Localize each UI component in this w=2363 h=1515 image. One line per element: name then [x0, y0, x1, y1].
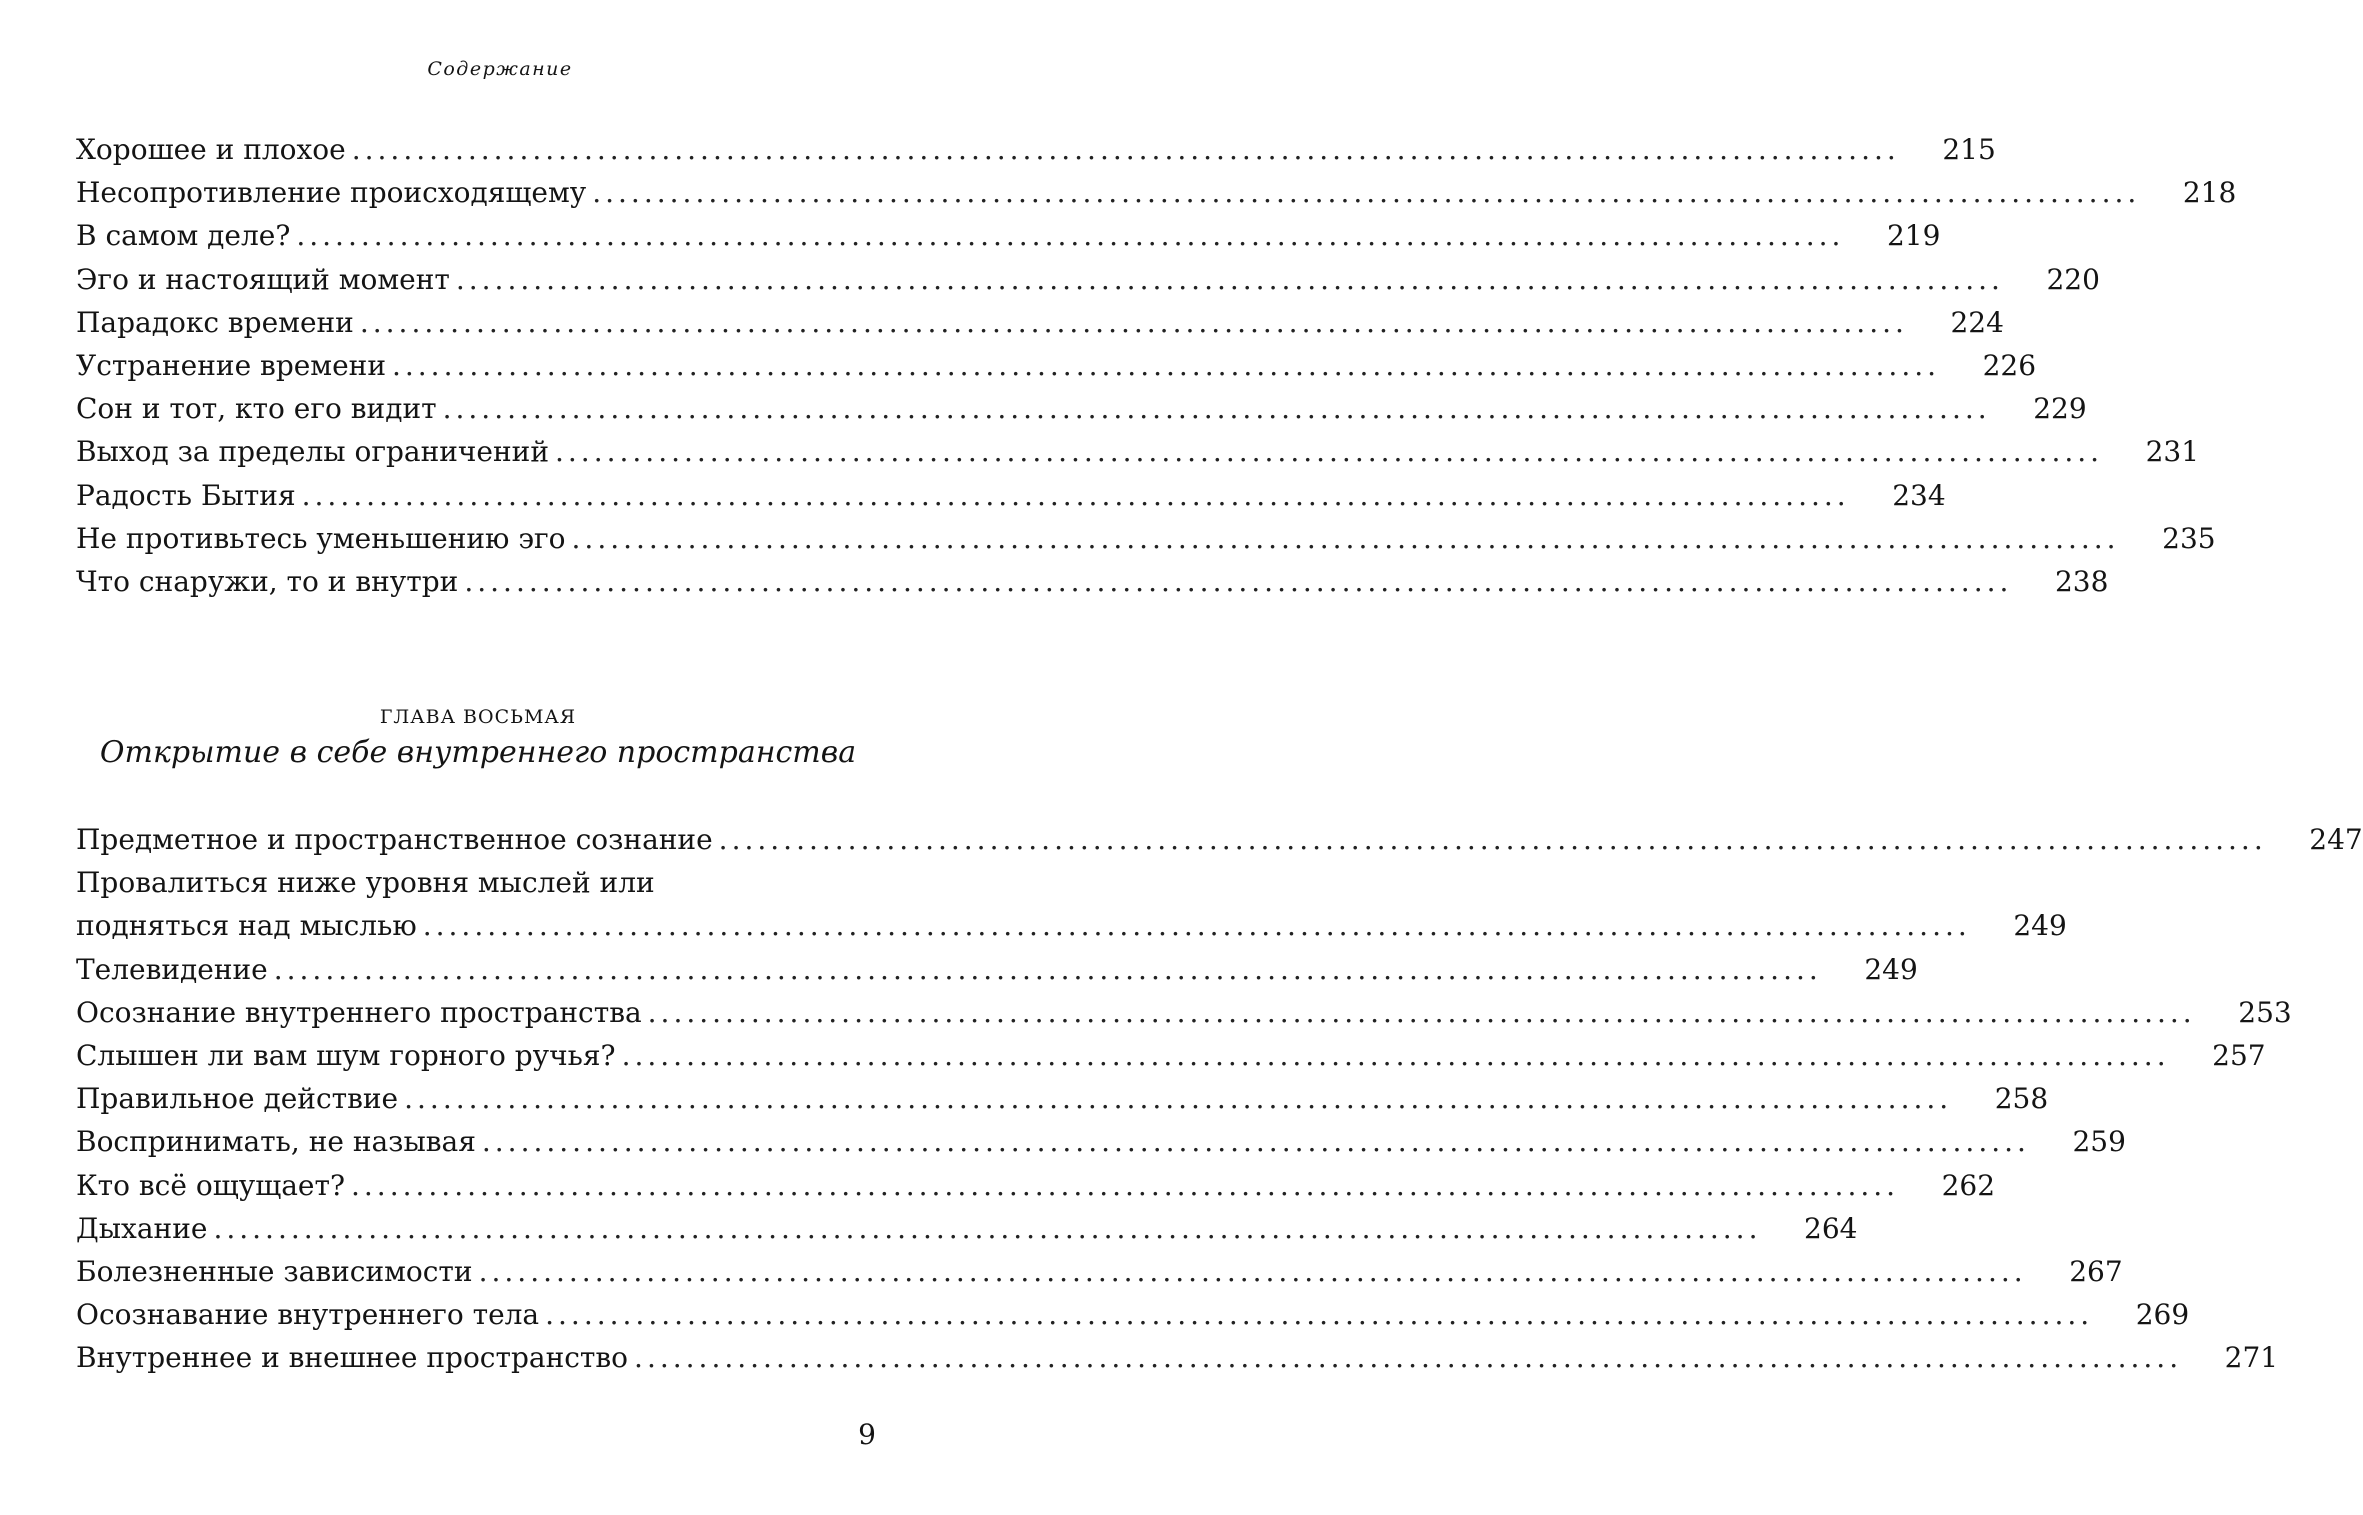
- toc-entry-title: Слышен ли вам шум горного ручья?: [76, 1038, 616, 1072]
- toc-entry-page: 249: [1864, 952, 1918, 986]
- toc-entry-page: 215: [1942, 133, 1996, 166]
- toc-entry: [76, 171, 2237, 214]
- toc-entry-page: 235: [2162, 521, 2216, 555]
- toc-entry-title: Осознавание внутреннего тела: [76, 1298, 540, 1332]
- toc-entry-title: Что снаружи, то и внутри: [76, 564, 459, 598]
- toc-entry: [76, 387, 2087, 430]
- chapter-label: ГЛАВА ВОСЬМАЯ: [379, 706, 577, 728]
- toc-entry-title: Выход за пределы ограничений: [76, 435, 549, 469]
- toc-entry-page: 247: [2309, 823, 2363, 856]
- toc-entry: [76, 1207, 1858, 1250]
- dot-leader: ........................................................................................................................: [359, 305, 1908, 339]
- toc-entry-page: 264: [1804, 1211, 1858, 1245]
- dot-leader: ........................................................................................................................: [404, 1082, 1953, 1116]
- toc-entry-title: Сон и тот, кто его видит: [76, 392, 437, 426]
- toc-entry-title: подняться над мыслью: [76, 909, 417, 943]
- toc-entry-title: Парадокс времени: [76, 305, 354, 339]
- toc-entry-title: Дыхание: [76, 1211, 208, 1245]
- toc-entry: [76, 430, 2200, 473]
- toc-entry-page: 259: [2072, 1125, 2126, 1159]
- toc-entry: [76, 991, 2292, 1034]
- toc-entry: [76, 344, 2037, 387]
- toc-entry-page: 219: [1886, 219, 1941, 253]
- toc-entry-title: Болезненные зависимости: [76, 1254, 473, 1288]
- dot-leader: ........................................................................................................................: [634, 1341, 2183, 1375]
- toc-entry-page: 271: [2224, 1341, 2279, 1375]
- toc-entry-title: Воспринимать, не называя: [76, 1125, 476, 1159]
- toc-entry: [76, 1120, 2126, 1163]
- toc-entry: [76, 1034, 2266, 1077]
- toc-entry-title: Телевидение: [76, 952, 268, 986]
- toc-entry-page: 234: [1892, 478, 1946, 512]
- toc-entry: [76, 1293, 2190, 1336]
- toc-entry-page: 231: [2145, 435, 2200, 469]
- dot-leader: ........................................................................................................................: [442, 392, 1991, 426]
- toc-entry-title: Правильное действие: [76, 1082, 399, 1116]
- dot-leader: ........................................................................................................................: [351, 133, 1900, 166]
- toc-entry-page: 269: [2135, 1298, 2190, 1332]
- toc-entry-title: Несопротивление происходящему: [76, 176, 587, 210]
- dot-leader: ........................................................................................................................: [592, 176, 2141, 210]
- toc-entry-title: Предметное и пространственное сознание: [76, 823, 713, 856]
- dot-leader: ........................................................................................................................: [478, 1254, 2027, 1288]
- page-number: 9: [858, 1418, 876, 1451]
- toc-entry-page: 224: [1950, 305, 2004, 339]
- dot-leader: ........................................................................................................................: [213, 1211, 1762, 1245]
- toc-entry-page: 253: [2238, 995, 2292, 1029]
- toc-entry-page: 267: [2069, 1254, 2123, 1288]
- toc-entry: [76, 128, 1996, 171]
- dot-leader: ........................................................................................................................: [481, 1125, 2030, 1159]
- dot-leader: ........................................................................................................................: [351, 1168, 1900, 1202]
- dot-leader: ........................................................................................................................: [718, 823, 2267, 856]
- dot-leader: ........................................................................................................................: [422, 909, 1971, 943]
- toc-entry-title: В самом деле?: [76, 219, 291, 253]
- toc-entry: [76, 948, 1918, 991]
- toc-entry-title: Внутреннее и внешнее пространство: [76, 1341, 629, 1375]
- toc-entry: [76, 861, 876, 904]
- toc-entry-page: 226: [1982, 348, 2037, 382]
- toc-entry-title: Хорошее и плохое: [76, 133, 346, 166]
- toc-entry: [76, 904, 2067, 947]
- dot-leader: ........................................................................................................................: [464, 564, 2013, 598]
- toc-entry-page: 257: [2212, 1038, 2266, 1072]
- dot-leader: ........................................................................................................................: [555, 435, 2104, 469]
- dot-leader: ........................................................................................................................: [273, 952, 1822, 986]
- dot-leader: ........................................................................................................................: [296, 219, 1845, 253]
- toc-entry-title: Радость Бытия: [76, 478, 296, 512]
- toc-entry-title: Кто всё ощущает?: [76, 1168, 345, 1202]
- toc-entry: [76, 818, 2363, 861]
- toc-entry-title: Провалиться ниже уровня мыслей или: [76, 866, 655, 900]
- toc-entry: [76, 560, 2109, 603]
- toc-entry-title: Эго и настоящий момент: [76, 262, 450, 296]
- running-head: Содержание: [427, 58, 573, 80]
- toc-entry: [76, 517, 2216, 560]
- dot-leader: ........................................................................................................................: [455, 262, 2004, 296]
- dot-leader: ........................................................................................................................: [647, 995, 2196, 1029]
- dot-leader: ........................................................................................................................: [545, 1298, 2094, 1332]
- toc-entry-page: 218: [2182, 176, 2237, 210]
- toc-entry-page: 249: [2013, 909, 2067, 943]
- toc-section-1: [76, 128, 2237, 603]
- toc-entry: [76, 1250, 2123, 1293]
- chapter-title: Открытие в себе внутреннего пространства: [99, 735, 857, 770]
- toc-entry: [76, 214, 1941, 257]
- toc-entry-title: Устранение времени: [76, 348, 386, 382]
- toc-entry: [76, 1164, 1996, 1207]
- toc-entry: [76, 258, 2100, 301]
- toc-entry: [76, 1077, 2049, 1120]
- toc-entry: [76, 301, 2004, 344]
- dot-leader: ........................................................................................................................: [571, 521, 2120, 555]
- dot-leader: ........................................................................................................................: [621, 1038, 2170, 1072]
- dot-leader: ........................................................................................................................: [301, 478, 1850, 512]
- toc-section-2: [76, 818, 2363, 1379]
- toc-entry-page: 258: [1994, 1082, 2049, 1116]
- toc-entry-title: Осознание внутреннего пространства: [76, 995, 642, 1029]
- toc-entry-page: 262: [1941, 1168, 1996, 1202]
- toc-entry: [76, 1336, 2279, 1379]
- dot-leader: ........................................................................................................................: [391, 348, 1941, 382]
- toc-entry: [76, 474, 1946, 517]
- toc-entry-page: 229: [2033, 392, 2087, 426]
- toc-entry-page: 238: [2054, 564, 2109, 598]
- toc-entry-title: Не противьтесь уменьшению эго: [76, 521, 566, 555]
- toc-entry-page: 220: [2046, 262, 2100, 296]
